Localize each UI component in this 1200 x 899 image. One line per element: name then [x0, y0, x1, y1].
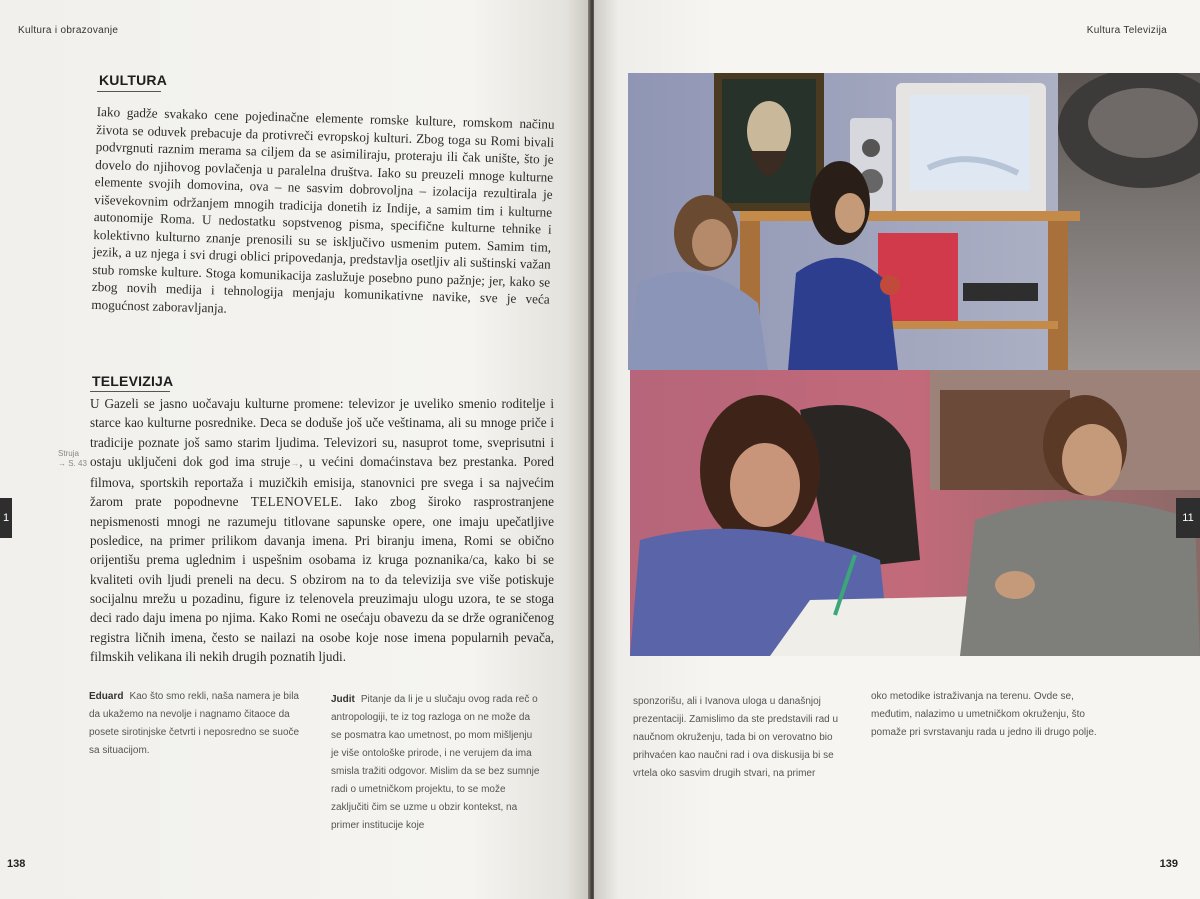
- televizija-text-part2: , u većini domaćinstava bez prestanka. Pored filmova, sportskih reportaža i muzičkih emisija, stanovnici pre svega i sa najvećim žarom prate popodnevne: [90, 453, 554, 510]
- photo-illustration-bottom: [630, 370, 1200, 656]
- chapter-tab-right: 11: [1176, 498, 1200, 538]
- right-page: [594, 0, 1200, 899]
- telenovele-emphasis: TELENOVELE: [250, 494, 339, 510]
- heading-rule: [90, 391, 170, 392]
- running-head-left: Kultura i obrazovanje: [18, 25, 119, 36]
- margin-note: [58, 449, 88, 469]
- televizija-text: [90, 394, 554, 666]
- section-heading-televizija: TELEVIZIJA: [92, 373, 174, 389]
- comment-continued-right: [871, 688, 1099, 742]
- televizija-text-part3: . Iako zbog široko rasprostranjene nepismenosti mnogi ne razumeju titlovane sapunske opere, one imaju upečatljive posledice, na primer prilikom davanja imena. Pri biranju imena, Romi se obično orijentišu prema uglednim i uspešnim osobama iz kruga poznanika/ca, kako bi se kvaliteti ovih ljudi preneli na decu. S obzirom na to da televizija sve više potiskuje socijalnu mrežu u pozadinu, figure iz telenovela preuzimaju ulogu uzora, te se stoga deci rado daju imena po njima. Kako Romi ne osećaju obavezu da se drže ograničenog registra ličnih imena, često se nailazi na osobe koje nose imena popularnih pevača, filmskih velikana ili nekih drugih poznatih ljudi.: [90, 494, 554, 664]
- kultura-text: Iako gadže svakako cene pojedinačne elemente romske kulture, romskom načinu života se oduvek prebacuje da protivreči evropskoj kulturi. Zbog toga su Romi bivali podvrgnuti raznim merama sa ciljem da se asimiliraju, proteraju ili čak unište, što je dovelo do njihovog povlačenja u paralelna društva. Iako su preuzeli mnoge kulturne elemente svojih domovina, ova – ne sasvim dobrovoljna – izolacija rezultirala je viševekovnim održanjem mnogih tradicija donetih iz Indije, a samim tim i kulturne autonomije Roma. U nedostatku sopstvenog pisma, specifične kulturne tehnike i kolektivno kulturno znanje prenosili su se isključivo usmenim putem. Samim tim, jezik, a uz njega i svi drugi oblici pripovedanja, predstavlja osetljiv ali suštinski važan stub romske kulture. Stoga komunikacija zaslužuje posebno puno pažnje; jer, kako se zbog novih medija i tehnologija menjaju komunikativne navike, sve je veća mogućnost zaboravljanja.: [91, 103, 555, 316]
- comment-text: sponzorišu, ali i Ivanova uloga u današnjoj prezentaciji. Zamislimo da ste predstavili rad u naučnom okruženju, tada bi on verovatno bio prihvaćen kao naučni rad i ova diskusija bi se vrtela oko sasvim drugih stvari, na primer: [633, 696, 839, 779]
- televizija-text-part1: U Gazeli se jasno uočavaju kulturne promene: televizor je uveliko smenio roditelje i starce kao kulturne posrednike. Deca se doduše još uče veštinama, ali su mnoge priče i tradicije poznate još samo starim ljudima. Televizori su, nasuprot tome, sveprisutni i ostaju uključeni dok god ima struje: [90, 396, 554, 469]
- left-page: [0, 0, 590, 899]
- comment-text: oko metodike istraživanja na terenu. Ovde se, međutim, nalazimo u umetničkom okruženju, što pomaže pri svrstavanju rada u jedno ili drugo polje.: [871, 691, 1097, 738]
- margin-note-ref: → S. 43: [58, 459, 87, 468]
- comment-judit: [331, 691, 541, 835]
- chapter-tab-left: 1: [0, 498, 12, 538]
- heading-rule: [97, 91, 161, 92]
- page-number-right: 139: [1159, 858, 1178, 870]
- comment-continued-left: [633, 693, 855, 783]
- kultura-paragraph: [91, 103, 555, 326]
- comment-eduard: [89, 688, 311, 760]
- comment-text: Kao što smo rekli, naša namera je bila da ukažemo na nevolje i nagnamo čitaoce da posete sirotinjske četvrti i neposredno se suoče sa situacijom.: [89, 691, 300, 756]
- photo-illustration-top: [628, 73, 1200, 370]
- photo-children-watching-tv: [628, 73, 1200, 370]
- comment-text: Pitanje da li je u slučaju ovog rada reč o antropologiji, te iz tog razloga on ne može da se posmatra kao umetnost, po mom mišljenju je više ontološke prirode, i ne verujem da ima smisla tražiti odgovor. Mislim da se bez sumnje radi o umetničkom projektu, to se može zaključiti čim se uzme u obzir kontekst, na primer institucije koje: [331, 694, 540, 831]
- televizija-paragraph: [90, 394, 554, 666]
- margin-note-label: Struja: [58, 449, 79, 458]
- page-number-left: 138: [7, 858, 26, 870]
- running-head-right: Kultura Televizija: [1086, 25, 1167, 36]
- cross-reference-arrow-icon: →: [290, 457, 300, 468]
- comment-speaker: Judit: [331, 694, 355, 705]
- comment-speaker: Eduard: [89, 691, 124, 702]
- section-heading-kultura: KULTURA: [99, 72, 168, 88]
- photo-children-drawing: [630, 370, 1200, 656]
